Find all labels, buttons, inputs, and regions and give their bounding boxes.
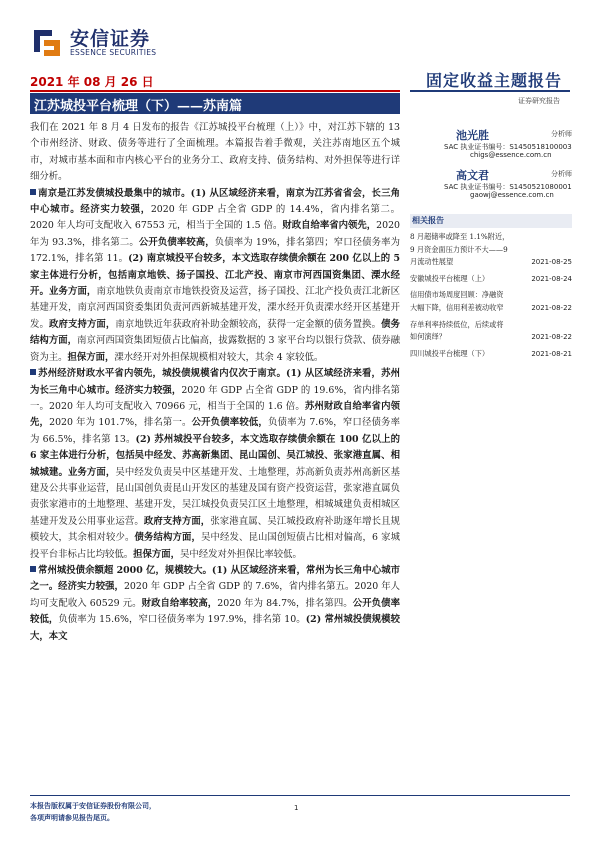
related-item-date: 2021-08-22 (531, 303, 572, 312)
bold-text-run: 常州城投债余额超 2000 亿，规模较大。(1) 从区域经济来看，常州为长三角中心城市之一。经济实力较强， (30, 564, 400, 593)
text-run: 溧水经开对外担保规模相对较大，其余 4 家较低。 (114, 351, 324, 363)
text-run: 吴中经发对外担保比率较低。 (180, 548, 302, 560)
bold-text-run: 债务结构方面， (30, 318, 400, 347)
bold-text-run: 政府支持方面， (143, 515, 211, 527)
bold-text-run: 政府支持方面， (48, 318, 116, 330)
text-run: 南京地铁近年获政府补助金额较高，获得一定金额的债务置换。 (115, 318, 382, 330)
footer-disclaimer (30, 800, 156, 824)
logo-mark-icon (30, 24, 64, 58)
bold-text-run: 公开负债率较高， (138, 236, 215, 248)
logo-text-cn: 安信证券 (70, 28, 151, 50)
related-item[interactable] (410, 319, 572, 344)
section-nanjing (30, 186, 400, 366)
analyst-role: 分析师 (551, 170, 572, 178)
section-suzhou (30, 366, 400, 563)
page-number: 1 (294, 804, 299, 812)
text-run: 2020 年 GDP 占全省 GDP 的 14.4%，省内排名第二。2020 年人均可支配收入 67553 元，相当于全国的 1.5 倍。 (30, 204, 400, 232)
bold-text-run: 公开负债率较低， (191, 417, 268, 429)
text-run: 2020 年 GDP 占全省 GDP 的 7.6%，省内排名第五。2020 年人均可支配收入 60529 元。 (30, 581, 400, 609)
company-logo (30, 20, 190, 64)
bold-text-run: 苏州财政自给率省内领先， (30, 400, 400, 429)
related-item[interactable] (410, 348, 572, 361)
related-item-date: 2021-08-24 (531, 274, 572, 283)
related-item-title: 8 月超储率或降至 1.1%附近，9 月资金面压力预计不大——9 月流动性展望 (410, 232, 510, 267)
analyst-name: 池光胜 (456, 129, 489, 142)
analyst-panel (410, 127, 572, 207)
report-title: 江苏城投平台梳理（下）——苏南篇 (34, 99, 243, 114)
bullet-square-icon (30, 369, 36, 375)
bullet-square-icon (30, 189, 36, 195)
text-run: 2020 年为 84.7%，排名第四。 (217, 597, 353, 609)
related-item[interactable] (410, 289, 572, 314)
title-bar (30, 93, 400, 114)
bold-text-run: 债务结构方面， (134, 532, 202, 544)
related-item-title: 安徽城投平台梳理（上） (410, 273, 490, 283)
analyst-name: 高文君 (456, 169, 489, 182)
related-item[interactable] (410, 273, 572, 286)
text-run: 张家港直属、吴江城投政府补助逐年增长且规模较大，其余相对较少。 (30, 515, 400, 544)
text-run: 南京河西国资集团短债占比偏高，拔露数据的 3 家平台均以银行贷款、债券融资为主。 (30, 335, 400, 363)
text-run: 2020 年为 101.7%，排名第一。 (49, 417, 192, 429)
analyst-role: 分析师 (551, 130, 572, 138)
text-run: 负债率为 7.6%，窄口径债务率为 66.5%，排名第 13。 (30, 417, 400, 445)
report-subtype: 证券研究报告 (518, 97, 560, 105)
text-run: 南京地铁负责南京市地铁投资及运营，扬子国投、江北产投负责江北新区基建开发，南京河西国资委集团负责河西新城基建开发，溧水经开负责溧水经开区基建开发。 (30, 286, 400, 330)
analyst-card (410, 127, 572, 167)
related-item-title: 存单利率持续低位，后续或将如何演绎？ (410, 319, 504, 342)
report-type: 固定收益主题报告 (426, 71, 563, 90)
related-item-title: 四川城投平台梳理（下） (410, 348, 490, 358)
analyst-email[interactable]: chigs@essence.com.cn (470, 151, 552, 159)
bold-text-run: (2) 南京城投平台较多，本文选取存续债余额在 200 亿以上的 5 家主体进行分析，包括南京地铁、扬子国投、江北产投、南京市河西国资集团、溧水经开。业务方面， (30, 253, 400, 298)
right-divider (410, 90, 570, 92)
footer-note-line2: 各项声明请参见报告尾页。 (30, 813, 114, 822)
related-header (410, 214, 572, 228)
bold-text-run: 公开负债率较低， (30, 597, 400, 626)
analyst-sac: SAC 执业证书编号：S1450518100003 (444, 143, 572, 151)
related-item-date: 2021-08-25 (531, 258, 572, 267)
bold-text-run: 担保方面， (133, 548, 181, 560)
related-reports (410, 214, 572, 360)
bold-text-run: 财政自给率较高， (141, 597, 218, 609)
text-run: 2020 年为 93.3%，排名第二。 (30, 220, 400, 248)
main-body (30, 120, 400, 645)
footer-divider (30, 795, 570, 796)
bold-text-run: 担保方面， (67, 351, 115, 363)
section-changzhou (30, 563, 400, 645)
related-heading: 相关报告 (412, 215, 444, 225)
text-run: 2020 年 GDP 占全省 GDP 的 19.6%，省内排名第一。2020 年人均可支配收入 70966 元，相当于全国的 1.6 倍。 (30, 384, 400, 412)
related-item-title: 信用债市场周度回顾：净融资大幅下降，信用利差被动收窄 (410, 290, 504, 312)
bold-text-run: 南京是江苏发债城投最集中的城市。(1) 从区域经济来看，南京为江苏省省会，长三角中心城市。经济实力较强， (30, 187, 400, 216)
analyst-card (410, 167, 572, 207)
text-run: 吴中经发负责吴中区基建开发、土地整理，苏高新负责苏州高新区基建及公共事业运营，昆山国创负责昆山开发区的基建及国有资产投资运营，张家港直属负责张家港市的土地整理、基建开发，吴江城投负责吴江区土地整理，相城城建负责相城区基建开发及公用事业运营。 (30, 466, 400, 527)
bold-text-run: 财政自给率省内领先， (282, 220, 377, 232)
header-divider (30, 90, 400, 92)
text-run: 负债率为 19%，排名第四；窄口径债务率为 172.1%，排名第 11。 (30, 236, 400, 265)
footer-note-line1: 本报告版权属于安信证券股份有限公司， (30, 801, 156, 810)
bold-text-run: (2) 常州城投债规模较大，本文 (30, 614, 400, 642)
intro-paragraph: 我们在 2021 年 8 月 4 日发布的报告《江苏城投平台梳理（上）》中，对江苏下辖的 13 个市州经济、财政、债务等进行了全面梳理。本篇报告着手微观，关注苏南地区五个城市，对城市基本面和市内核心平台的业务分工、政府支持、债务结构、对外担保等进行详细分析。 (30, 122, 400, 183)
bold-text-run: (2) 苏州城投平台较多，本文选取存续债余额在 100 亿以上的 6 家主体进行分析，包括吴中经发、苏高新集团、昆山国创、吴江城投、张家港直属、相城城建。业务方面， (30, 433, 400, 478)
logo-text-en: ESSENCE SECURITIES (70, 48, 157, 57)
bold-text-run: 苏州经济财政水平省内领先，城投债规模省内仅次于南京。(1) 从区域经济来看，苏州为长三角中心城市。经济实力较强， (30, 368, 400, 396)
bullet-square-icon (30, 566, 36, 572)
text-run: 吴中经发、昆山国创短债占比相对偏高，6 家城投平台非标占比均较低。 (30, 532, 400, 560)
report-date: 2021 年 08 月 26 日 (30, 75, 154, 89)
analyst-email[interactable]: gaowj@essence.com.cn (470, 191, 554, 199)
related-item-date: 2021-08-21 (531, 349, 572, 358)
related-item[interactable] (410, 231, 572, 269)
text-run: 负债率为 15.6%，窄口径债务率为 197.9%，排名第 10。 (58, 614, 306, 626)
analyst-sac: SAC 执业证书编号：S1450521080001 (444, 183, 572, 191)
related-item-date: 2021-08-22 (531, 333, 572, 342)
